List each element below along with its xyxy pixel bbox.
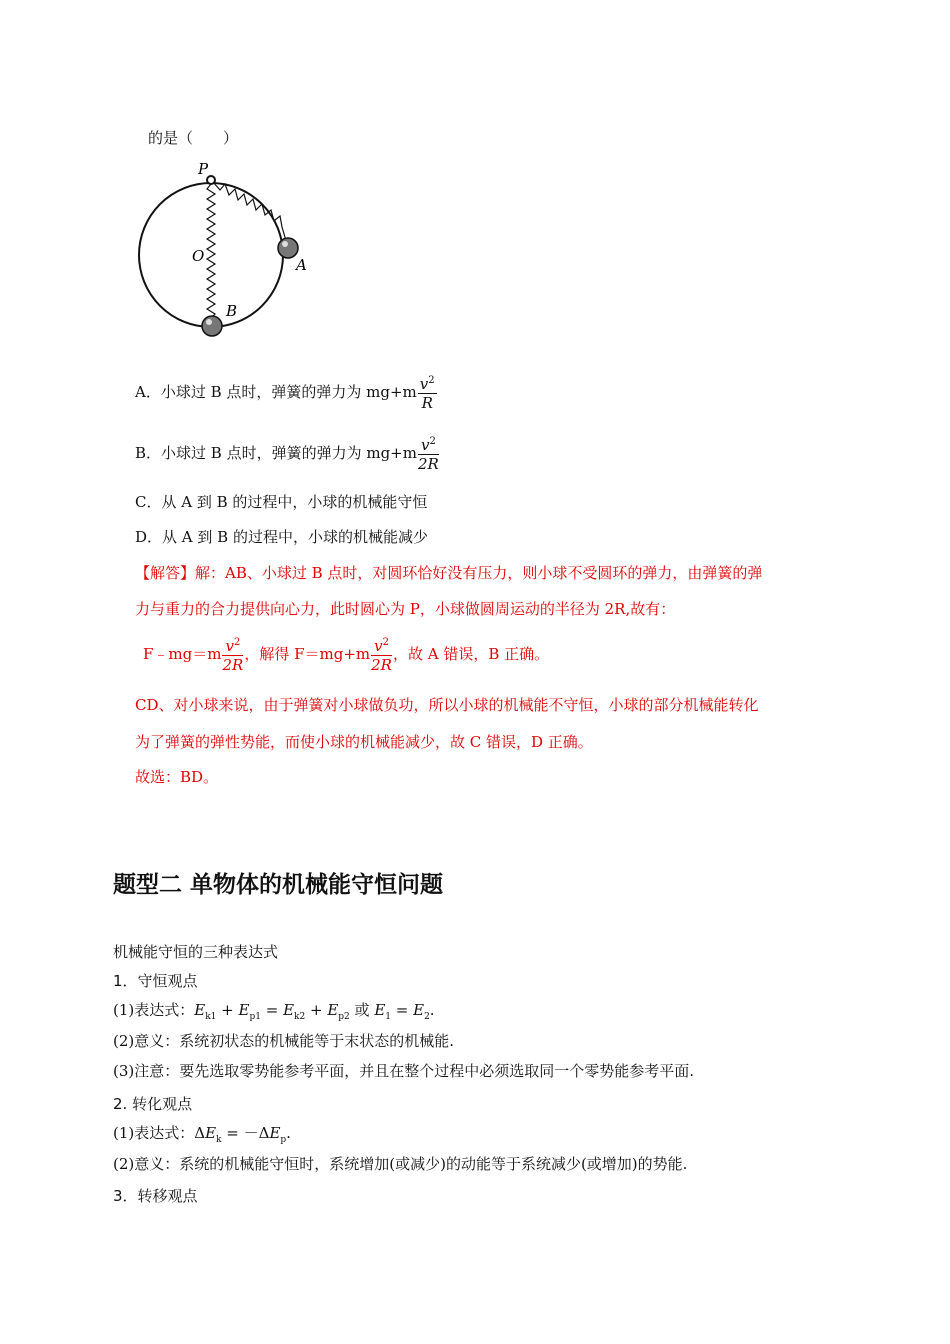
frac-num: v: [419, 375, 429, 393]
para-5: (2)意义：系统的机械能守恒时，系统增加(或减少)的动能等于系统减少(或增加)的势能.: [113, 1155, 688, 1173]
option-c: C．从 A 到 B 的过程中，小球的机械能守恒: [135, 493, 428, 511]
eq-fraction-2: [371, 634, 392, 674]
para-1-prefix: (1)表达式：: [113, 1001, 195, 1019]
para-4-formula: $\Delta E_k = -\Delta E_p$.: [194, 1124, 291, 1145]
section-subtitle: 机械能守恒的三种表达式: [113, 943, 279, 961]
label-b: B: [226, 302, 238, 320]
answer-line-3: CD、对小球来说，由于弹簧对小球做负功，所以小球的机械能不守恒，小球的部分机械能转化: [135, 696, 759, 714]
label-p: P: [198, 160, 209, 178]
frac-sup: 2: [233, 637, 241, 648]
frac-den: 2R: [417, 455, 439, 473]
para-3: (3)注意：要先选取零势能参考平面，并且在整个过程中必须选取同一个零势能参考平面.: [113, 1062, 695, 1080]
option-d: D．从 A 到 B 的过程中，小球的机械能减少: [135, 528, 428, 546]
heading-1: 1．守恒观点: [113, 972, 198, 990]
frac-sup: 2: [382, 637, 389, 648]
para-1-formula: $E_{k1} + E_{p1} = E_{k2} + E_{p2}$ 或 $E_1 = E_2$.: [194, 1001, 435, 1022]
option-a-text: A．小球过 B 点时，弹簧的弹力为 mg+m: [135, 383, 417, 401]
para-1: [113, 1000, 435, 1027]
label-o: O: [192, 247, 205, 265]
answer-line-1: [135, 563, 762, 583]
para-4: [113, 1123, 291, 1150]
para-4-prefix: (1)表达式：: [113, 1124, 195, 1142]
frac-num: v: [420, 436, 430, 454]
option-b-fraction: [418, 433, 439, 473]
eq-part-b: ，解得 F＝mg+m: [244, 645, 371, 663]
eq-part-a: F﹣mg＝m: [143, 645, 222, 663]
answer-equation: [143, 634, 549, 674]
answer-line-4: 为了弹簧的弹性势能，而使小球的机械能减少，故 C 错误，D 正确。: [135, 733, 593, 751]
eq-fraction-1: [222, 634, 243, 674]
frac-num: v: [225, 637, 234, 655]
section-title: 题型二 单物体的机械能守恒问题: [113, 872, 444, 898]
question-tail: 的是（ ）: [148, 129, 239, 147]
answer-text-1: 解：AB、小球过 B 点时，对圆环恰好没有压力，则小球不受圆环的弹力，由弹簧的弹: [195, 564, 763, 582]
answer-tag: 【解答】: [135, 564, 196, 582]
frac-sup: 2: [428, 375, 435, 386]
option-a-fraction: [418, 372, 437, 412]
heading-3: 3．转移观点: [113, 1187, 198, 1205]
option-b: [135, 433, 440, 473]
frac-den: 2R: [371, 656, 392, 674]
answer-line-5: 故选：BD。: [135, 768, 219, 786]
heading-2: 2. 转化观点: [113, 1095, 193, 1113]
circle-spring-figure: [130, 158, 320, 343]
label-a: A: [296, 256, 307, 274]
frac-den: R: [421, 394, 433, 412]
option-b-text: B．小球过 B 点时，弹簧的弹力为 mg+m: [135, 444, 417, 462]
frac-sup: 2: [429, 436, 436, 447]
para-2: (2)意义：系统初状态的机械能等于末状态的机械能.: [113, 1032, 455, 1050]
answer-line-2: 力与重力的合力提供向心力，此时圆心为 P，小球做圆周运动的半径为 2R,故有：: [135, 600, 676, 618]
eq-part-c: ，故 A 错误，B 正确。: [392, 645, 550, 663]
option-a: [135, 372, 438, 412]
frac-num: v: [374, 637, 383, 655]
frac-den: 2R: [222, 656, 244, 674]
